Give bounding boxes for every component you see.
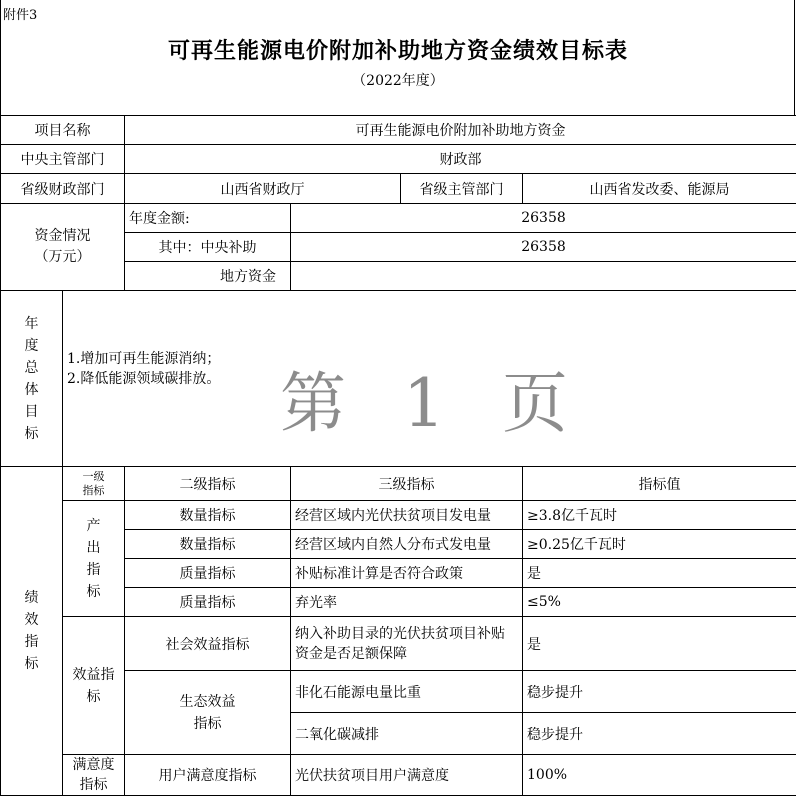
section-char: 指	[24, 634, 39, 650]
level3-cell: 光伏扶贫项目用户满意度	[291, 755, 523, 796]
target-table	[0, 115, 796, 796]
central-dept-label: 中央主管部门	[1, 145, 125, 174]
level3-cell: 二氧化碳减排	[291, 713, 523, 755]
header-level1	[63, 467, 125, 501]
level3-cell: 弃光率	[291, 588, 523, 617]
central-subsidy-value: 26358	[291, 233, 796, 262]
goal-label-char: 目	[24, 403, 39, 420]
row-funds-annual	[1, 204, 796, 233]
goal-line-2: 2.降低能源领域碳排放。	[67, 371, 221, 387]
year-subtitle: （2022年度）	[352, 73, 444, 89]
level2-cell: 数量指标	[125, 501, 291, 530]
satisfaction-line2: 指标	[79, 777, 108, 793]
row-indicator-header	[1, 467, 796, 501]
provincial-dept-value: 山西省发改委、能源局	[523, 174, 796, 204]
header-level1-line1: 一级	[82, 469, 105, 483]
value-cell: 稳步提升	[523, 671, 796, 713]
level2-cell: 质量指标	[125, 559, 291, 588]
goal-label-char: 度	[24, 337, 39, 354]
satisfaction-line1: 满意度	[72, 757, 115, 773]
level3-cell: 经营区域内光伏扶贫项目发电量	[291, 501, 523, 530]
header-value: 指标值	[523, 467, 796, 501]
value-cell: ≤5%	[523, 588, 796, 617]
level3-cell: 非化石能源电量比重	[291, 671, 523, 713]
goal-label-char: 年	[24, 315, 39, 332]
output-char: 出	[86, 539, 101, 556]
header-level3: 三级指标	[291, 467, 523, 501]
level3-cell: 补贴标准计算是否符合政策	[291, 559, 523, 588]
social-benefit-label: 社会效益指标	[125, 617, 291, 671]
output-indicator-label	[63, 501, 125, 617]
provincial-finance-value: 山西省财政厅	[125, 174, 401, 204]
provincial-dept-label: 省级主管部门	[401, 174, 523, 204]
annual-goals-label	[1, 291, 63, 467]
header-level2: 二级指标	[125, 467, 291, 501]
section-char: 标	[24, 656, 39, 672]
row-project-name	[1, 116, 796, 145]
row-central-dept	[1, 145, 796, 174]
performance-indicators-label	[1, 467, 63, 796]
section-char: 绩	[24, 590, 39, 606]
eco-benefit-label	[125, 671, 291, 755]
output-char: 标	[86, 583, 101, 600]
annual-amount-value: 26358	[291, 204, 796, 233]
level2-cell: 数量指标	[125, 530, 291, 559]
value-cell: 是	[523, 559, 796, 588]
local-funds-value	[291, 262, 796, 291]
benefit-line2: 标	[86, 688, 101, 705]
goal-label-char: 标	[24, 425, 39, 442]
funds-label-line2: （万元）	[34, 249, 91, 265]
project-name-label: 项目名称	[1, 116, 125, 145]
level2-cell: 质量指标	[125, 588, 291, 617]
goal-label-char: 体	[24, 381, 39, 398]
funds-label-line1: 资金情况	[34, 228, 91, 244]
value-cell: 稳步提升	[523, 713, 796, 755]
annual-amount-label: 年度金额:	[125, 204, 291, 233]
eco-line2: 指标	[193, 715, 222, 732]
value-cell: ≥3.8亿千瓦时	[523, 501, 796, 530]
funds-label	[1, 204, 125, 291]
level3-cell: 经营区域内自然人分布式发电量	[291, 530, 523, 559]
output-char: 产	[86, 517, 101, 534]
indicator-row	[1, 617, 796, 671]
project-name-value: 可再生能源电价附加补助地方资金	[125, 116, 796, 145]
goal-line-1: 1.增加可再生能源消纳；	[67, 351, 221, 367]
attachment-label: 附件3	[3, 8, 38, 23]
eco-line1: 生态效益	[179, 693, 236, 710]
local-funds-label: 地方资金	[125, 262, 291, 291]
output-char: 指	[86, 561, 101, 578]
page-watermark: 第 1 页	[280, 365, 586, 442]
header-level1-line2: 指标	[82, 483, 105, 497]
section-char: 效	[24, 612, 39, 628]
indicator-row	[1, 755, 796, 796]
goal-label-char: 总	[24, 359, 39, 376]
indicator-row	[1, 501, 796, 530]
value-cell: 是	[523, 617, 796, 671]
value-cell: 100%	[523, 755, 796, 796]
satisfaction-indicator-label	[63, 755, 125, 796]
value-cell: ≥0.25亿千瓦时	[523, 530, 796, 559]
page-title: 可再生能源电价附加补助地方资金绩效目标表	[167, 38, 628, 64]
central-subsidy-label: 其中：中央补助	[125, 233, 291, 262]
benefit-indicator-label	[63, 617, 125, 755]
level3-cell: 纳入补助目录的光伏扶贫项目补贴资金是否足额保障	[291, 617, 523, 671]
user-satisfaction-label: 用户满意度指标	[125, 755, 291, 796]
provincial-finance-label: 省级财政部门	[1, 174, 125, 204]
central-dept-value: 财政部	[125, 145, 796, 174]
benefit-line1: 效益指	[72, 666, 115, 683]
row-provincial	[1, 174, 796, 204]
